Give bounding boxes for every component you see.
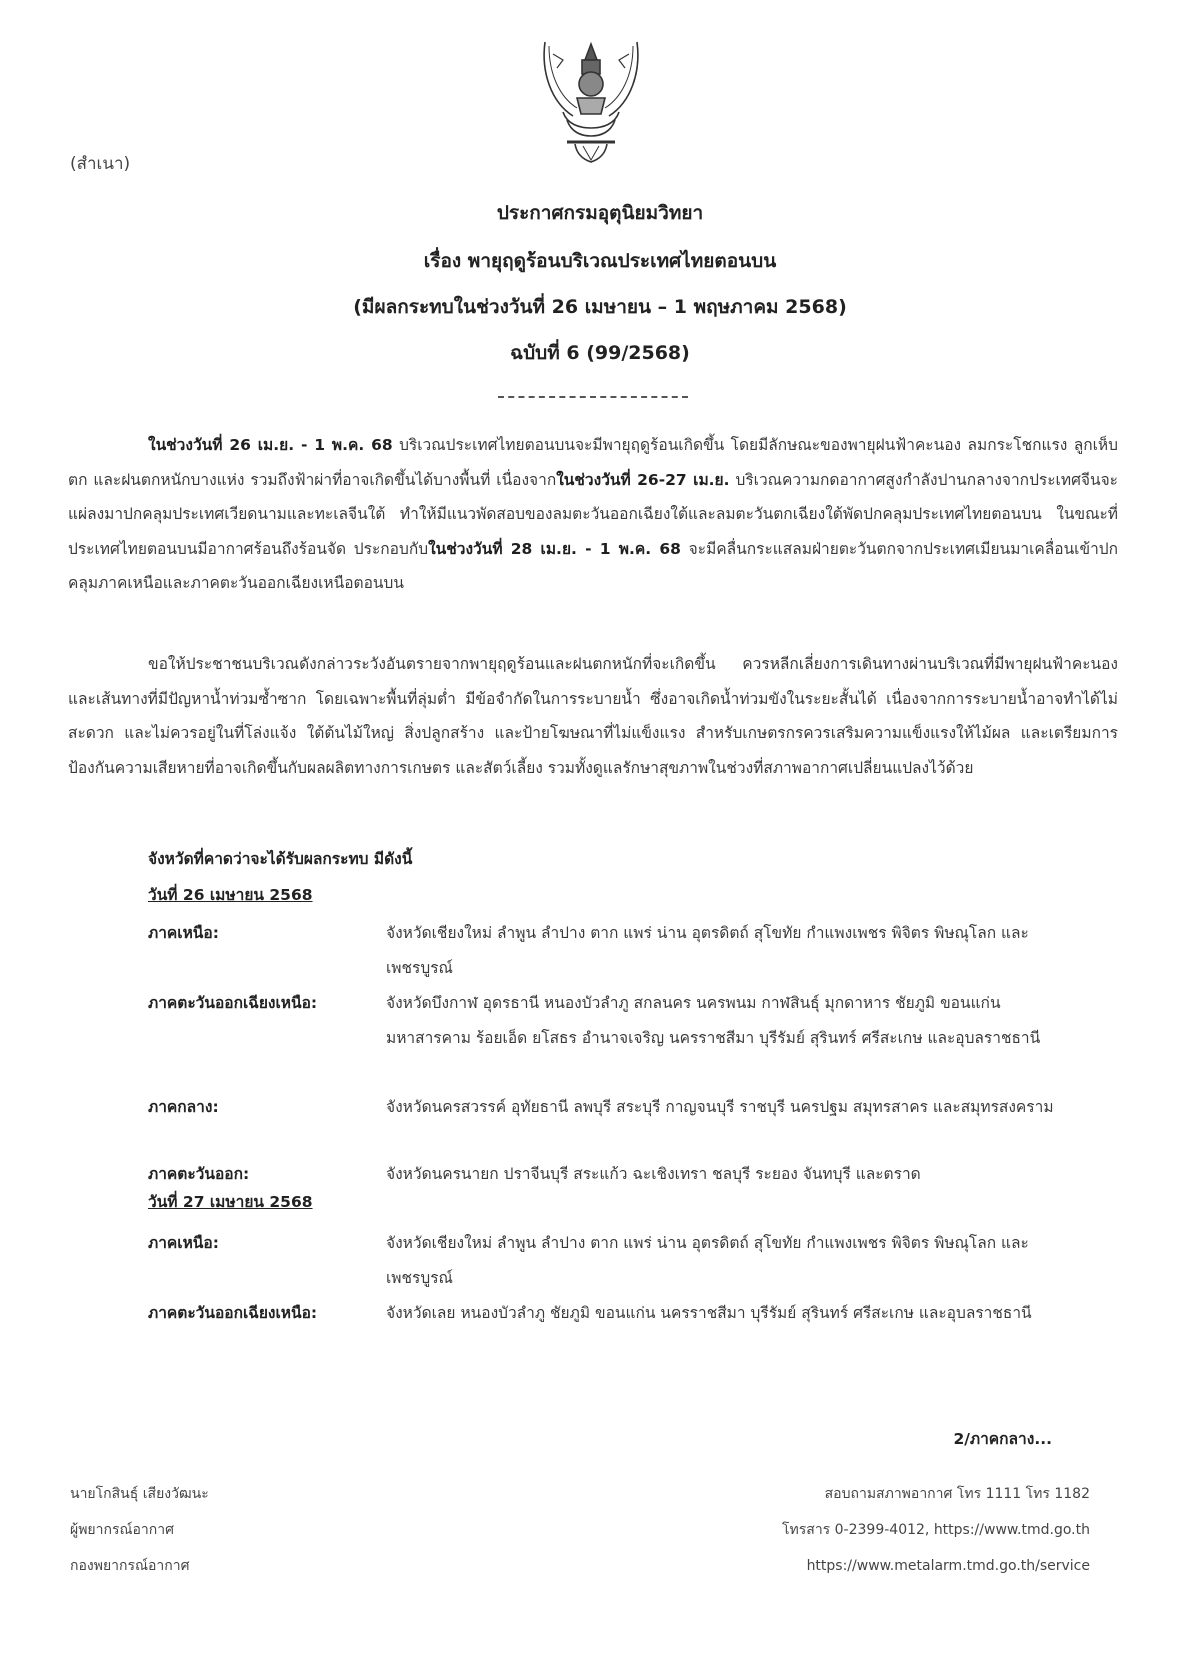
region-label: ภาคเหนือ: — [148, 924, 219, 942]
author-position: ผู้พยากรณ์อากาศ — [70, 1522, 174, 1538]
copy-label: (สำเนา) — [70, 154, 131, 174]
period-3: ในช่วงวันที่ 28 เม.ย. - 1 พ.ค. 68 — [428, 539, 681, 558]
region-provinces: จังหวัดนครสวรรค์ อุทัยธานี ลพบุรี สระบุรี กาญจนบุรี ราชบุรี นครปฐม สมุทรสาคร และสมุทรสงคราม — [386, 1098, 1054, 1116]
next-page-indicator: 2/ภาคกลาง... — [953, 1430, 1052, 1448]
advice-text: ขอให้ประชาชนบริเวณดังกล่าวระวังอันตรายจากพายุฤดูร้อนและฝนตกหนักที่จะเกิดขึ้น ควรหลีกเลี่ยงการเดินทางผ่านบริเวณที่มีพายุฝนฟ้าคะนองและเส้นทางที่มีปัญหาน้ำท่วมซ้ำซาก โดยเฉพาะพื้นที่ลุ่มต่ำ มีข้อจำกัดในการระบายน้ำ ซึ่งอาจเกิดน้ำท่วมขังในระยะสั้นได้ เนื่องจากการระบายน้ำอาจทำได้ไม่สะดวก และไม่ควรอยู่ในที่โล่งแจ้ง ใต้ต้นไม้ใหญ่ สิ่งปลูกสร้าง และป้ายโฆษณาที่ไม่แข็งแรง สำหรับเกษตรกรควรเสริมความแข็งแรงให้ไม้ผล และเตรียมการป้องกันความเสียหายที่อาจเกิดขึ้นกับผลผลิตทางการเกษตร และสัตว์เลี้ยง รวมทั้งดูแลรักษาสุขภาพในช่วงที่สภาพอากาศเปลี่ยนแปลงไว้ด้วย — [68, 655, 1118, 777]
date-heading-27: วันที่ 27 เมษายน 2568 — [148, 1193, 313, 1211]
forecast-text-1: บริเวณประเทศไทยตอนบนจะมีพายุฤดูร้อนเกิดขึ้น โดยมีลักษณะของพายุฝนฟ้าคะนอง ลมกระโชกแรง ลูกเห็บตก และฝนตกหนักบางแห่ง รวมถึงฟ้าผ่าที่อาจเกิดขึ้นได้บางพื้นที่ เนื่องจาก — [68, 436, 1118, 489]
region-provinces: จังหวัดเชียงใหม่ ลำพูน ลำปาง ตาก แพร่ น่าน อุตรดิตถ์ สุโขทัย กำแพงเพชร พิจิตร พิษณุโลก และเพชรบูรณ์ — [386, 1234, 1029, 1287]
period-1: ในช่วงวันที่ 26 เม.ย. - 1 พ.ค. 68 — [148, 436, 393, 454]
contact-fax-website: โทรสาร 0-2399-4012, https://www.tmd.go.th — [782, 1522, 1090, 1538]
region-label: ภาคกลาง: — [148, 1098, 219, 1116]
region-row — [148, 1090, 1088, 1125]
announcement-title: ประกาศกรมอุตุนิยมวิทยา — [496, 202, 704, 224]
separator-line — [498, 396, 688, 398]
region-provinces: จังหวัดเชียงใหม่ ลำพูน ลำปาง ตาก แพร่ น่าน อุตรดิตถ์ สุโขทัย กำแพงเพชร พิจิตร พิษณุโลก และเพชรบูรณ์ — [386, 924, 1029, 977]
contact-phone: สอบถามสภาพอากาศ โทร 1111 โทร 1182 — [824, 1486, 1090, 1502]
region-row — [148, 1157, 1088, 1192]
issue-number: ฉบับที่ 6 (99/2568) — [510, 342, 690, 364]
region-label: ภาคตะวันออก: — [148, 1165, 250, 1183]
footer-author — [70, 1476, 209, 1584]
region-provinces: จังหวัดบึงกาฬ อุดรธานี หนองบัวลำภู สกลนคร นครพนม กาฬสินธุ์ มุกดาหาร ชัยภูมิ ขอนแก่น มหาสารคาม ร้อยเอ็ด ยโสธร อำนาจเจริญ นครราชสีมา บุรีรัมย์ สุรินทร์ ศรีสะเกษ และอุบลราชธานี — [386, 994, 1041, 1047]
effect-period: (มีผลกระทบในช่วงวันที่ 26 เมษายน – 1 พฤษภาคม 2568) — [353, 296, 847, 318]
region-provinces: จังหวัดเลย หนองบัวลำภู ชัยภูมิ ขอนแก่น นครราชสีมา บุรีรัมย์ สุรินทร์ ศรีสะเกษ และอุบลราชธานี — [386, 1304, 1032, 1322]
author-name: นายโกสินธุ์ เสียงวัฒนะ — [70, 1486, 209, 1502]
region-label: ภาคตะวันออกเฉียงเหนือ: — [148, 994, 318, 1012]
announcement-subject: เรื่อง พายุฤดูร้อนบริเวณประเทศไทยตอนบน — [423, 250, 777, 272]
date-heading-26: วันที่ 26 เมษายน 2568 — [148, 886, 313, 904]
region-row — [148, 986, 1088, 1056]
affected-provinces-heading: จังหวัดที่คาดว่าจะได้รับผลกระทบ มีดังนี้ — [148, 850, 413, 868]
paragraph-forecast — [68, 428, 1118, 601]
period-2: ในช่วงวันที่ 26-27 เม.ย. — [556, 470, 730, 489]
paragraph-advice — [68, 647, 1118, 785]
author-division: กองพยากรณ์อากาศ — [70, 1558, 190, 1574]
region-label: ภาคตะวันออกเฉียงเหนือ: — [148, 1304, 318, 1322]
region-row — [148, 916, 1088, 986]
region-provinces: จังหวัดนครนายก ปราจีนบุรี สระแก้ว ฉะเชิงเทรา ชลบุรี ระยอง จันทบุรี และตราด — [386, 1165, 921, 1183]
garuda-emblem-icon — [527, 32, 655, 167]
footer-contact — [782, 1476, 1090, 1584]
region-row — [148, 1226, 1088, 1296]
region-label: ภาคเหนือ: — [148, 1234, 219, 1252]
forecast-text-3: จะมีคลื่นกระแสลมฝ่ายตะวันตกจากประเทศเมียนมาเคลื่อนเข้าปกคลุมภาคเหนือและภาคตะวันออกเฉียงเหนือตอนบน — [68, 539, 1118, 592]
forecast-text-2: บริเวณความกดอากาศสูงกำลังปานกลางจากประเทศจีนจะแผ่ลงมาปกคลุมประเทศเวียดนามและทะเลจีนใต้ ทำให้มีแนวพัดสอบของลมตะวันออกเฉียงใต้และลมตะวันตกเฉียงใต้พัดปกคลุมประเทศไทยตอนบน ในขณะที่ประเทศไทยตอนบนมีอากาศร้อนถึงร้อนจัด ประกอบกับ — [68, 470, 1118, 558]
contact-service-link[interactable]: https://www.metalarm.tmd.go.th/service — [806, 1558, 1090, 1574]
region-row — [148, 1296, 1088, 1331]
